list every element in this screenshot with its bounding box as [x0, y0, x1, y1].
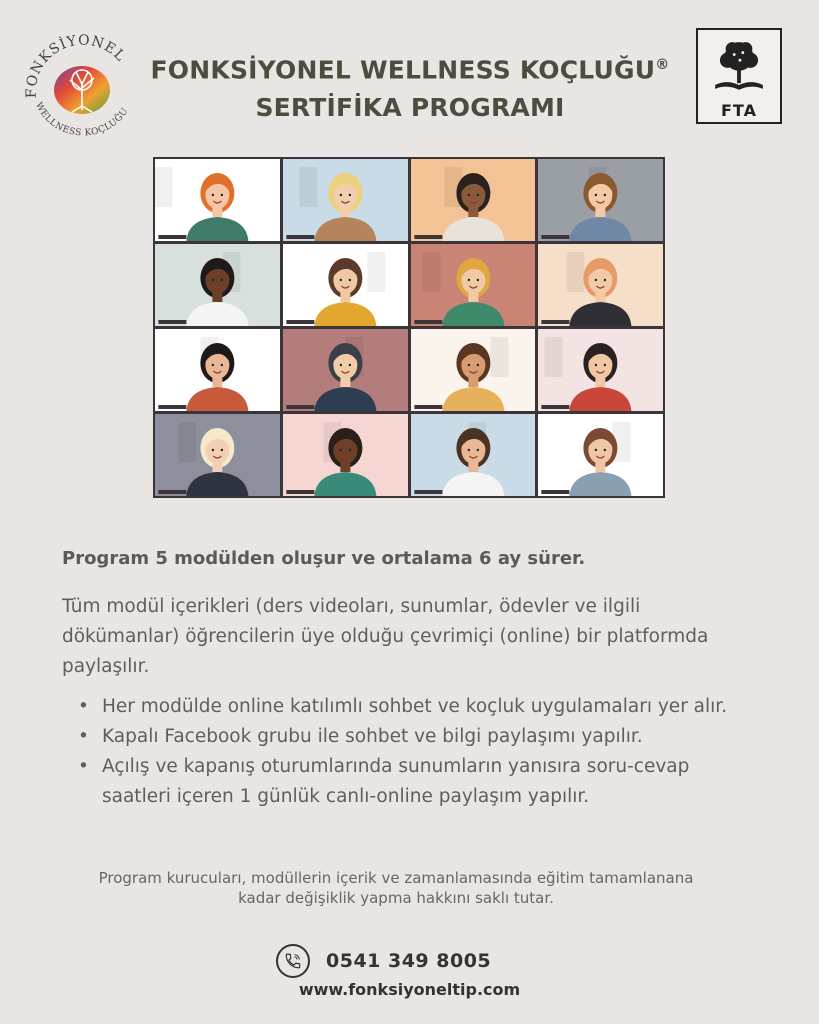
logo-graphic [18, 26, 143, 146]
participant-avatar [538, 244, 663, 326]
video-tile [155, 414, 280, 496]
video-tile [283, 414, 408, 496]
participant-avatar [283, 159, 408, 241]
video-tile [411, 159, 536, 241]
program-description: Tüm modül içerikleri (ders videoları, sunumlar, ödevler ve ilgili dökümanlar) öğrencilerin üye olduğu çevrimiçi (online) bir platformda paylaşılır. [62, 596, 709, 677]
video-tile [283, 244, 408, 326]
video-tile [283, 159, 408, 241]
video-tile [283, 329, 408, 411]
bullet-icon: • [78, 726, 89, 747]
video-tile [411, 414, 536, 496]
video-tile [155, 244, 280, 326]
page-title [150, 46, 670, 127]
video-tile [155, 159, 280, 241]
disclaimer-note: Program kurucuları, modüllerin içerik ve zamanlamasında eğitim tamamlanana kadar değişiklik yapma hakkını saklı tutar. [98, 869, 694, 907]
video-tile [538, 159, 663, 241]
list-item-text: Her modülde online katılımlı sohbet ve koçluk uygulamaları yer alır. [102, 696, 728, 717]
participant-avatar [538, 159, 663, 241]
list-item [62, 692, 762, 722]
tree-book-icon [698, 30, 780, 100]
participant-avatar [411, 159, 536, 241]
participant-avatar [411, 414, 536, 496]
video-tile [538, 414, 663, 496]
program-duration-text: Program 5 modülden oluşur ve ortalama 6 ay sürer. [62, 548, 586, 569]
participant-avatar [155, 329, 280, 411]
list-item [62, 722, 762, 752]
participant-avatar [411, 244, 536, 326]
participant-avatar [411, 329, 536, 411]
phone-contact[interactable] [276, 943, 491, 979]
video-tile [538, 329, 663, 411]
participant-avatar [155, 159, 280, 241]
participant-avatar [283, 414, 408, 496]
phone-number[interactable]: 0541 349 8005 [326, 950, 492, 972]
participant-avatar [283, 329, 408, 411]
participant-avatar [155, 414, 280, 496]
title-line-1: FONKSİYONEL WELLNESS KOÇLUĞU [150, 55, 656, 85]
website-link[interactable]: www.fonksiyoneltip.com [298, 980, 521, 999]
title-line-2: SERTİFİKA PROGRAMI [255, 93, 565, 123]
video-call-grid [153, 157, 665, 498]
registered-mark: ® [655, 57, 670, 73]
video-tile [155, 329, 280, 411]
participant-avatar [283, 244, 408, 326]
bullet-icon: • [78, 696, 89, 717]
list-item [62, 752, 762, 812]
list-item-text: Kapalı Facebook grubu ile sohbet ve bilgi paylaşımı yapılır. [102, 726, 643, 747]
list-item-text: Açılış ve kapanış oturumlarında sunumların yanısıra soru-cevap saatleri içeren 1 günlük canlı-online paylaşım yapılır. [102, 756, 690, 807]
logo-arc-top: FONKSİYONEL [23, 32, 129, 99]
logo-arc-bottom: WELLNESS KOÇLUĞU [33, 100, 131, 139]
fonksiyonel-logo [18, 26, 143, 146]
feature-list [62, 692, 762, 812]
bullet-icon: • [78, 756, 89, 777]
participant-avatar [538, 414, 663, 496]
video-tile [411, 329, 536, 411]
participant-avatar [155, 244, 280, 326]
video-tile [538, 244, 663, 326]
fta-label: FTA [721, 101, 757, 120]
participant-avatar [538, 329, 663, 411]
phone-icon [276, 944, 310, 978]
fta-logo [696, 28, 782, 124]
video-tile [411, 244, 536, 326]
